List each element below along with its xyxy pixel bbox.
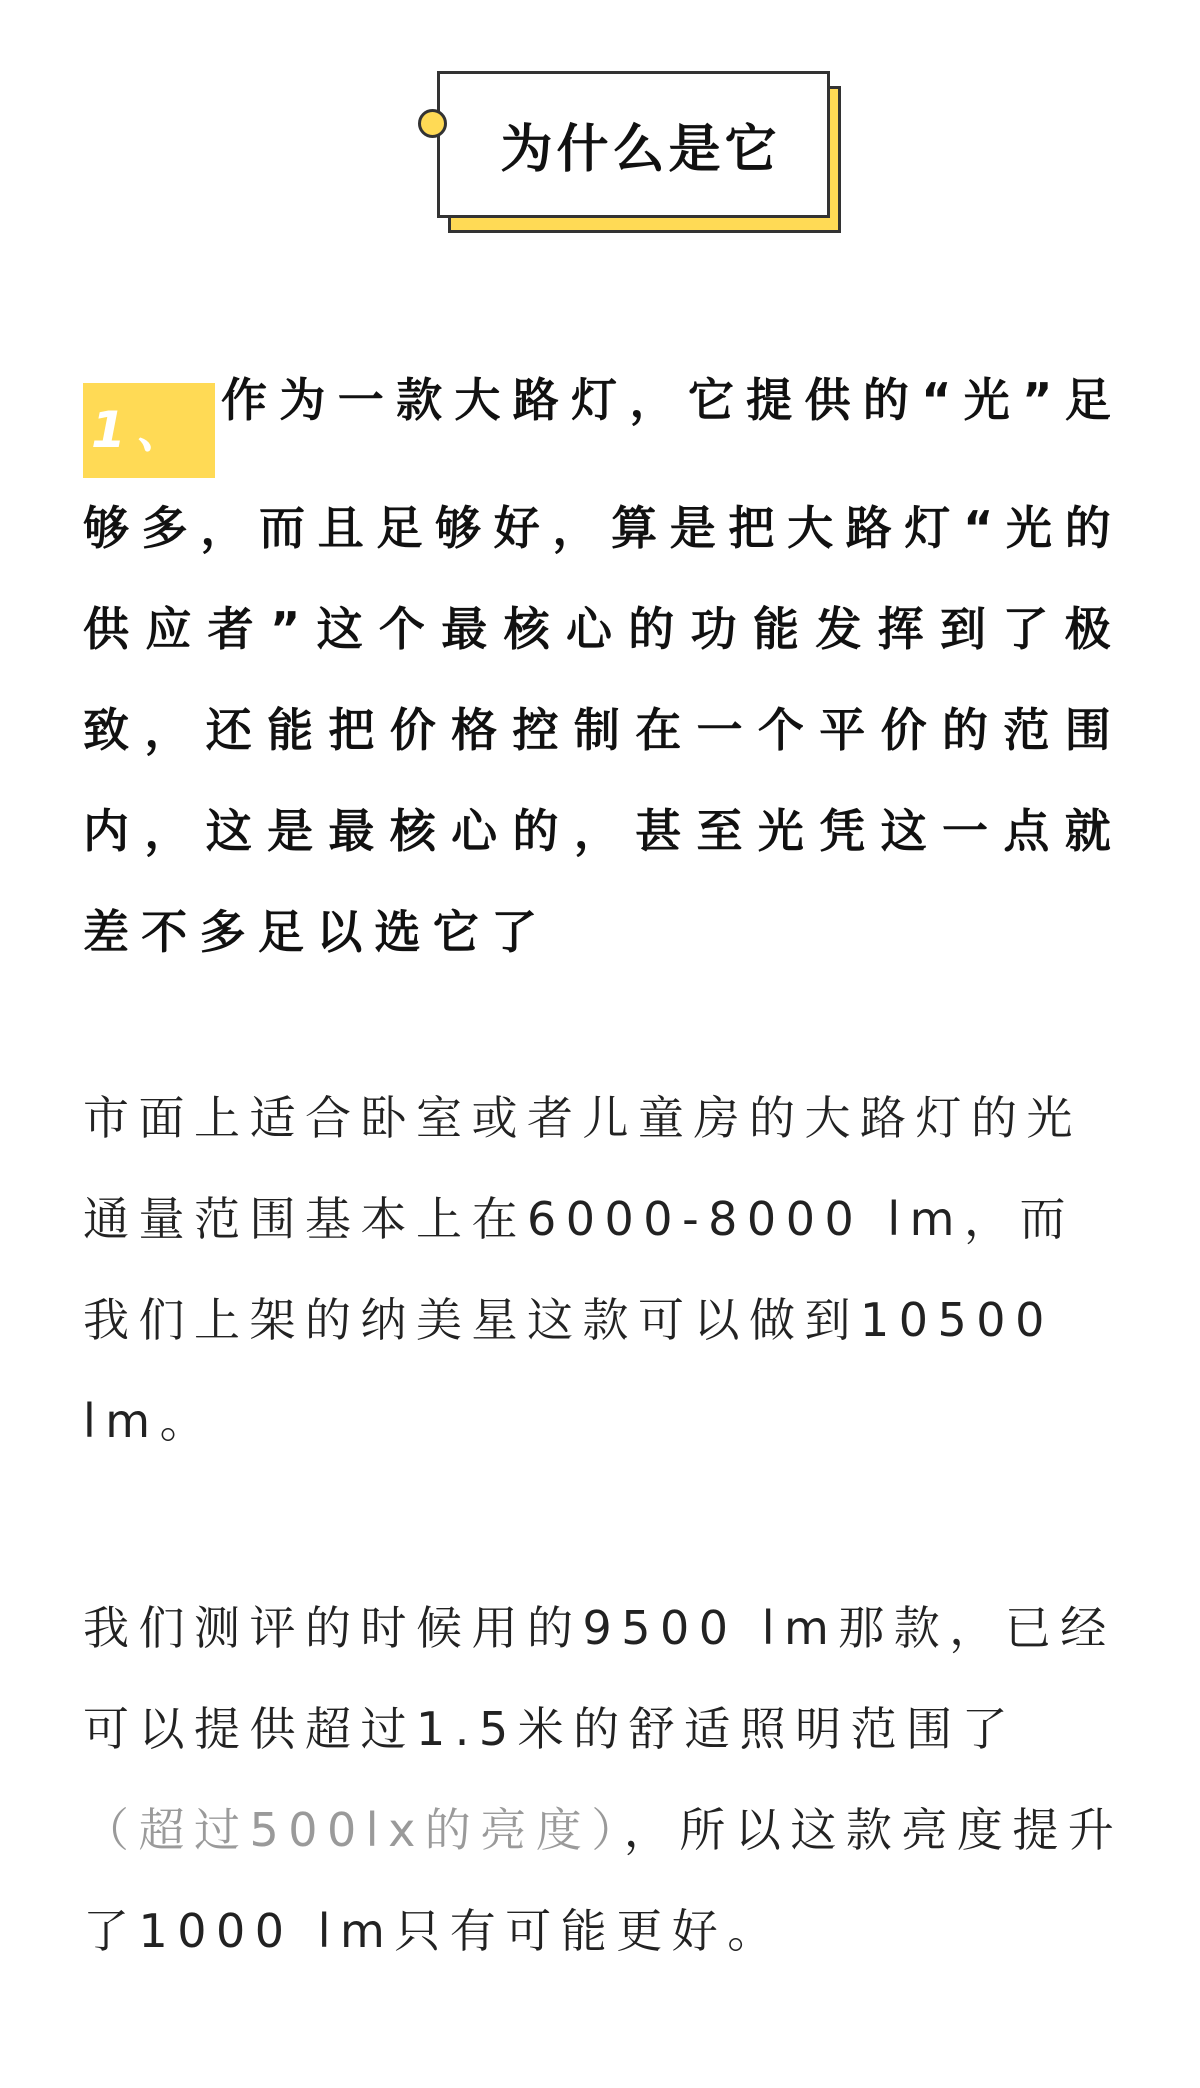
paragraph-3-part-2: ，所以这款亮度提升了1000 lm只有可能更好。 [83, 1803, 1124, 1958]
title-frame [437, 71, 830, 218]
section-title: 为什么是它 [500, 120, 781, 180]
section-title-box [437, 71, 830, 218]
point-number-badge: 1、 [83, 383, 215, 478]
paragraph-test-result [83, 1578, 1128, 1982]
point-1-paragraph [83, 350, 1123, 983]
paragraph-3-part-1: 我们测评的时候用的9500 lm那款，已经可以提供超过1.5米的舒适照明范围了 [83, 1601, 1116, 1756]
brightness-note: （超过500lx的亮度） [83, 1803, 624, 1857]
point-1-text: 作为一款大路灯，它提供的“光”足够多，而且足够好，算是把大路灯“光的供应者”这个最核心的功能发挥到了极致，还能把价格控制在一个平价的范围内，这是最核心的，甚至光凭这一点就差不多足以选它了 [83, 373, 1123, 959]
title-dot-icon [418, 109, 447, 138]
paragraph-lumen-range: 市面上适合卧室或者儿童房的大路灯的光通量范围基本上在6000-8000 lm，而我们上架的纳美星这款可以做到10500 lm。 [83, 1091, 1082, 1448]
